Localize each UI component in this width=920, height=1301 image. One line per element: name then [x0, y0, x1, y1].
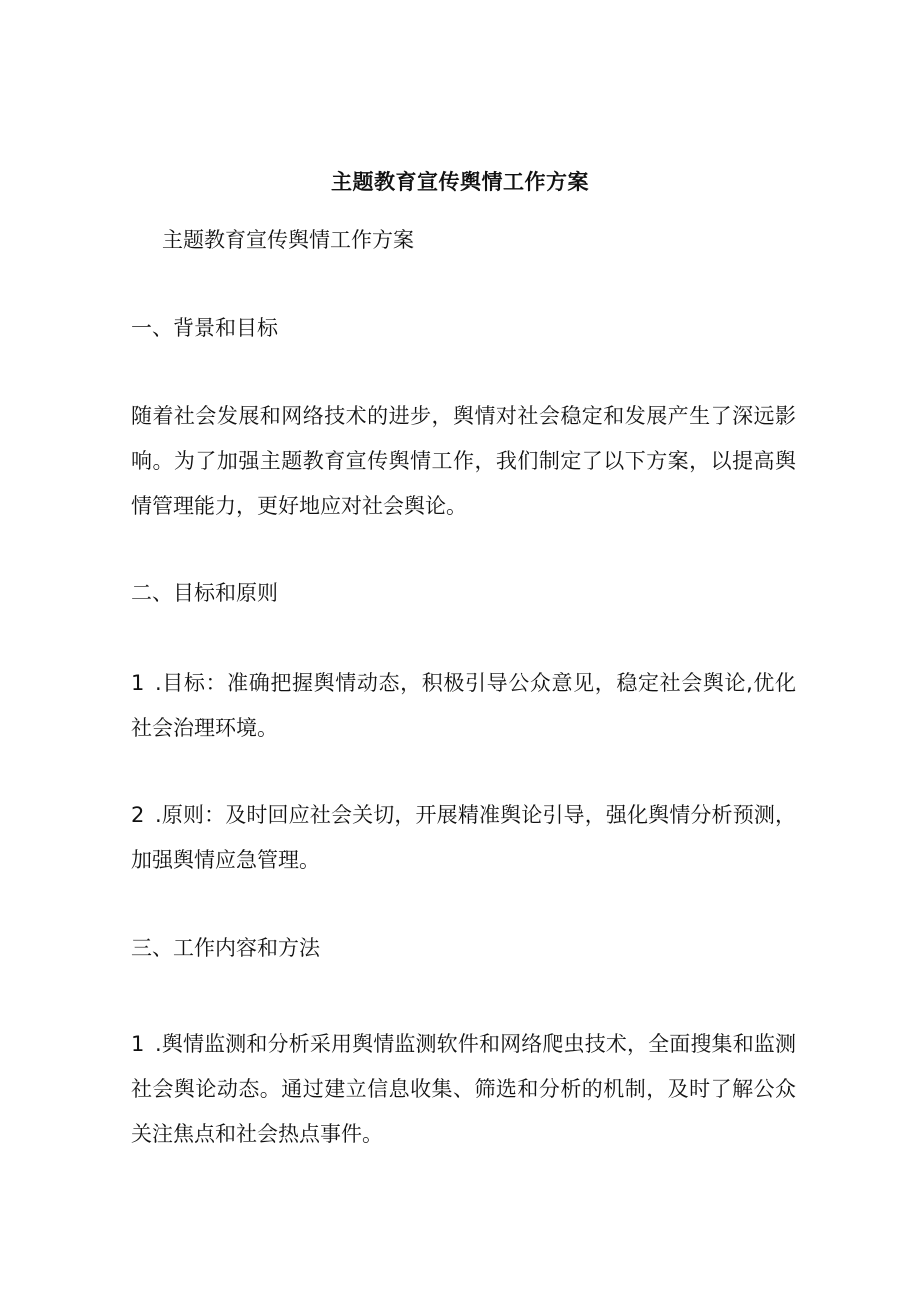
list-item-text: .原则：及时回应社会关切，开展精准舆论引导，强化舆情分析预测，加强舆情应急管理。	[131, 803, 796, 872]
list-item-number: 1	[131, 671, 145, 695]
list-item-principle	[131, 793, 796, 883]
section-heading-background: 一、背景和目标	[131, 316, 278, 340]
section-body-background: 随着社会发展和网络技术的进步，舆情对社会稳定和发展产生了深远影响。为了加强主题教育宣传舆情工作，我们制定了以下方案，以提高舆情管理能力，更好地应对社会舆论。	[131, 404, 796, 518]
list-item-goal	[131, 661, 796, 751]
document-subtitle: 主题教育宣传舆情工作方案	[162, 228, 414, 252]
list-item-number: 2	[131, 803, 145, 827]
section-heading-methods: 三、工作内容和方法	[131, 936, 320, 960]
section-heading-goals: 二、目标和原则	[131, 581, 278, 605]
list-item-text: .目标：准确把握舆情动态，积极引导公众意见，稳定社会舆论,优化社会治理环境。	[131, 671, 796, 740]
list-item-monitoring	[131, 1022, 796, 1157]
list-item-text: .舆情监测和分析采用舆情监测软件和网络爬虫技术，全面搜集和监测社会舆论动态。通过建立信息收集、筛选和分析的机制，及时了解公众关注焦点和社会热点事件。	[131, 1032, 796, 1146]
document-title: 主题教育宣传舆情工作方案	[331, 170, 589, 194]
list-item-number: 1	[131, 1032, 145, 1056]
